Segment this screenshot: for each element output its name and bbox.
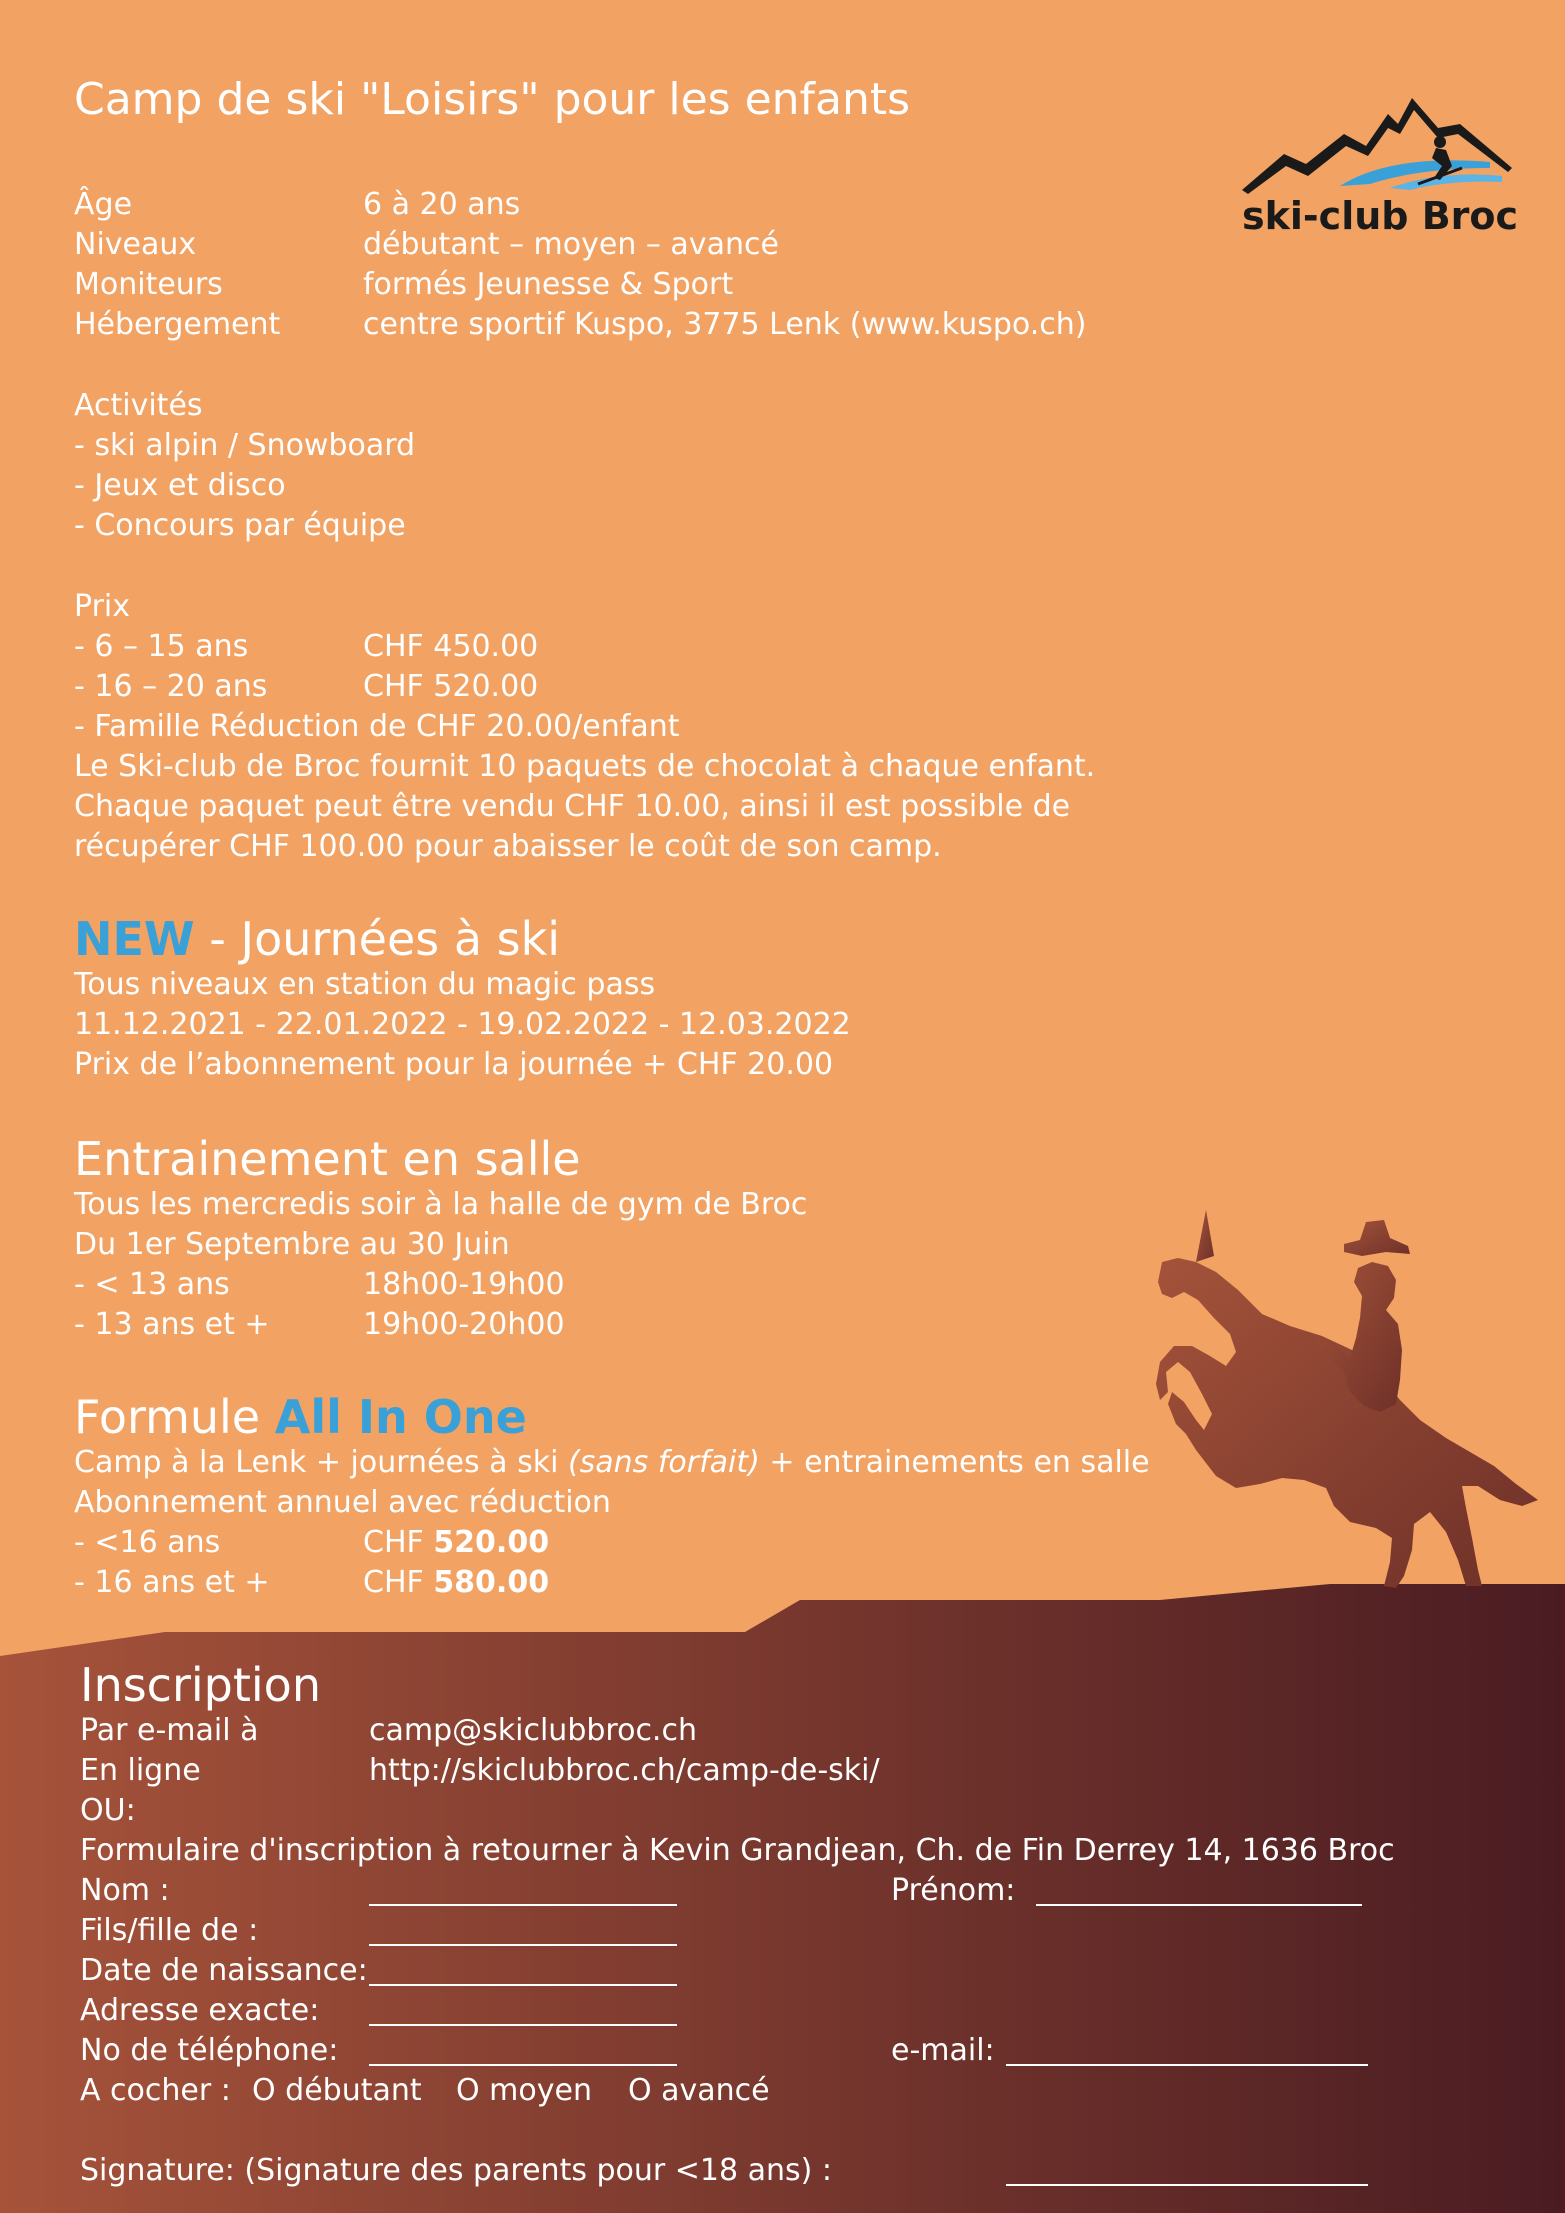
schedule-label: - < 13 ans xyxy=(74,1267,230,1302)
training-title: Entrainement en salle xyxy=(74,1132,581,1186)
prenom-label: Prénom: xyxy=(891,1873,1016,1908)
new-label: NEW xyxy=(74,912,195,966)
price-label: - 16 – 20 ans xyxy=(74,669,268,704)
info-label-age: Âge xyxy=(74,187,133,222)
price-title: Prix xyxy=(74,589,130,624)
check-option-avance[interactable]: O avancé xyxy=(628,2073,770,2108)
check-option-debutant[interactable]: O débutant xyxy=(252,2073,422,2108)
camp-title: Camp de ski "Loisirs" pour les enfants xyxy=(74,74,911,125)
formula-subscription: Abonnement annuel avec réduction xyxy=(74,1485,611,1520)
email-field-label: e-mail: xyxy=(891,2033,995,2068)
email-field[interactable] xyxy=(1006,2034,1368,2066)
adresse-label: Adresse exacte: xyxy=(80,1993,320,2028)
schedule-label: - 13 ans et + xyxy=(74,1307,270,1342)
mountain-skier-icon xyxy=(1240,84,1520,204)
ski-days-heading xyxy=(74,912,560,966)
activities-title: Activités xyxy=(74,388,203,423)
formula-price-label: - 16 ans et + xyxy=(74,1565,270,1600)
formula-line-part: + entrainements en salle xyxy=(759,1445,1150,1480)
naissance-field[interactable] xyxy=(369,1954,677,1986)
fils-label: Fils/fille de : xyxy=(80,1913,259,1948)
activity-item: - ski alpin / Snowboard xyxy=(74,428,416,463)
email-link[interactable]: camp@skiclubbroc.ch xyxy=(369,1713,697,1748)
amount: 580.00 xyxy=(433,1565,550,1600)
nom-label: Nom : xyxy=(80,1873,170,1908)
signature-field[interactable] xyxy=(1006,2154,1368,2186)
currency: CHF xyxy=(363,1525,434,1560)
info-label-monitors: Moniteurs xyxy=(74,267,223,302)
formula-price-label: - <16 ans xyxy=(74,1525,221,1560)
formula-price-value xyxy=(363,1563,549,1603)
online-label: En ligne xyxy=(80,1753,201,1788)
telephone-field[interactable] xyxy=(369,2034,677,2066)
info-value-age: 6 à 20 ans xyxy=(363,187,521,222)
chocolate-line: Le Ski-club de Broc fournit 10 paquets de chocolat à chaque enfant. xyxy=(74,749,1096,784)
price-value: CHF 520.00 xyxy=(363,669,539,704)
info-value-lodging: centre sportif Kuspo, 3775 Lenk (www.kuspo.ch) xyxy=(363,307,1087,342)
email-label: Par e-mail à xyxy=(80,1713,259,1748)
formula-line xyxy=(74,1443,1150,1483)
logo xyxy=(1240,84,1520,244)
formula-line-italic: (sans forfait) xyxy=(567,1445,760,1480)
formula-heading xyxy=(74,1390,527,1444)
logo-text: ski-club Broc xyxy=(1242,194,1519,238)
training-line: Tous les mercredis soir à la halle de gym de Broc xyxy=(74,1187,808,1222)
info-value-monitors: formés Jeunesse & Sport xyxy=(363,267,734,302)
info-value-levels: débutant – moyen – avancé xyxy=(363,227,779,262)
training-line: Du 1er Septembre au 30 Juin xyxy=(74,1227,510,1262)
formula-line-part: Camp à la Lenk + journées à ski xyxy=(74,1445,568,1480)
ski-days-title: - Journées à ski xyxy=(194,912,561,966)
check-option-moyen[interactable]: O moyen xyxy=(456,2073,592,2108)
currency: CHF xyxy=(363,1565,434,1600)
formula-title-prefix: Formule xyxy=(74,1390,275,1444)
activity-item: - Jeux et disco xyxy=(74,468,286,503)
price-label: - 6 – 15 ans xyxy=(74,629,249,664)
info-label-levels: Niveaux xyxy=(74,227,197,262)
prenom-field[interactable] xyxy=(1036,1874,1362,1906)
ski-days-line: Tous niveaux en station du magic pass xyxy=(74,967,656,1002)
form-address-line: Formulaire d'inscription à retourner à Kevin Grandjean, Ch. de Fin Derrey 14, 1636 Broc xyxy=(80,1833,1395,1868)
formula-title-highlight: All In One xyxy=(274,1390,527,1444)
adresse-field[interactable] xyxy=(369,1994,677,2026)
telephone-label: No de téléphone: xyxy=(80,2033,339,2068)
chocolate-line: Chaque paquet peut être vendu CHF 10.00, ainsi il est possible de xyxy=(74,789,1071,824)
fils-field[interactable] xyxy=(369,1914,677,1946)
online-link[interactable]: http://skiclubbroc.ch/camp-de-ski/ xyxy=(369,1753,880,1788)
formula-price-value xyxy=(363,1523,549,1563)
family-discount: - Famille Réduction de CHF 20.00/enfant xyxy=(74,709,680,744)
ski-days-price: Prix de l’abonnement pour la journée + CHF 20.00 xyxy=(74,1047,834,1082)
horse-rider-silhouette xyxy=(1156,1210,1538,1588)
schedule-value: 18h00-19h00 xyxy=(363,1267,565,1302)
check-label: A cocher : xyxy=(80,2073,231,2108)
info-label-lodging: Hébergement xyxy=(74,307,281,342)
amount: 520.00 xyxy=(433,1525,550,1560)
activity-item: - Concours par équipe xyxy=(74,508,406,543)
inscription-title: Inscription xyxy=(80,1658,321,1712)
signature-label: Signature: (Signature des parents pour <18 ans) : xyxy=(80,2153,833,2188)
schedule-value: 19h00-20h00 xyxy=(363,1307,565,1342)
naissance-label: Date de naissance: xyxy=(80,1953,368,1988)
chocolate-line: récupérer CHF 100.00 pour abaisser le coût de son camp. xyxy=(74,829,942,864)
ski-days-dates: 11.12.2021 - 22.01.2022 - 19.02.2022 - 12.03.2022 xyxy=(74,1007,851,1042)
nom-field[interactable] xyxy=(369,1874,677,1906)
or-label: OU: xyxy=(80,1793,136,1828)
price-value: CHF 450.00 xyxy=(363,629,539,664)
